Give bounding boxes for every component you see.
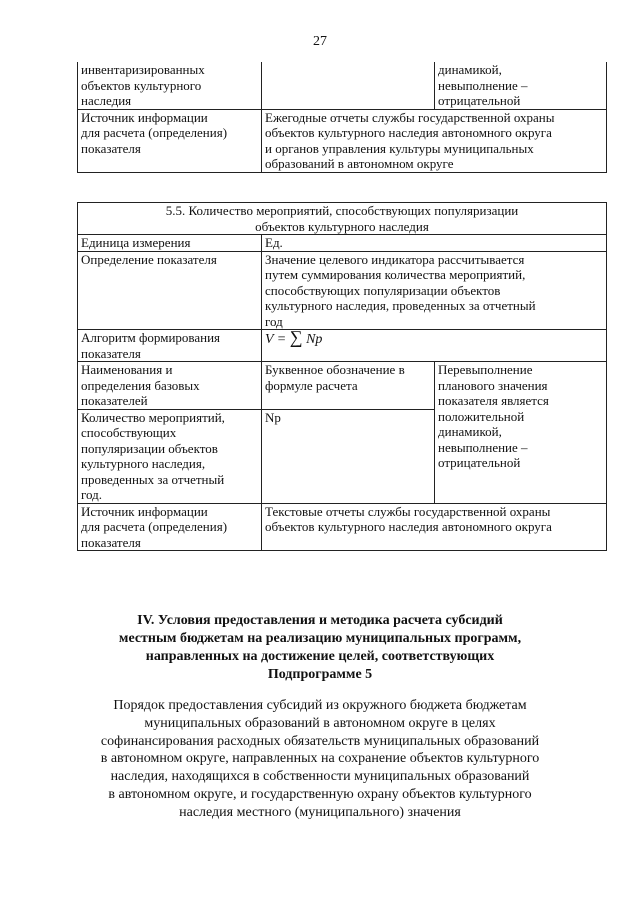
heading-line: местным бюджетам на реализацию муниципальных программ, [118, 631, 522, 646]
section-heading [0, 612, 640, 684]
text-line: образований в автономном округе [265, 156, 454, 171]
paragraph-line: в автономном округе, направленных на сохранение объектов культурного [100, 751, 540, 767]
unit-label-cell: Единица измерения [78, 235, 262, 252]
source-label-cell [78, 109, 262, 172]
text-line: объектов культурного [81, 77, 202, 93]
text-line: показателя является [438, 393, 549, 408]
source-value-cell [262, 109, 607, 172]
table-row [78, 203, 607, 235]
unit-value-cell: Ед. [262, 235, 607, 252]
heading-line: Подпрограмме 5 [267, 667, 373, 682]
text-line: инвентаризированных [81, 62, 205, 77]
text-line: формуле расчета [265, 377, 358, 393]
text-line: Текстовые отчеты службы государственной охраны [265, 503, 551, 519]
table-cell [262, 62, 435, 109]
text-line: популяризации объектов [81, 440, 218, 456]
table-title-line: объектов культурного наследия [255, 218, 429, 234]
indicator-table-5-5 [77, 202, 607, 551]
formula-cell [262, 327, 607, 362]
text-line: показателей [81, 393, 148, 408]
body-paragraph [0, 697, 640, 822]
text-line: Ежегодные отчеты службы государственной охраны [265, 109, 555, 125]
text-line: Источник информации [81, 503, 208, 519]
formula-rhs: Np [306, 332, 323, 347]
source-label-cell [78, 503, 262, 551]
table-title-line: 5.5. Количество мероприятий, способствующих популяризации [165, 203, 519, 218]
table-title-cell [78, 203, 607, 235]
text-line: путем суммирования количества мероприятий, [265, 267, 526, 282]
text-line: показателя [81, 140, 141, 156]
indicator-table-continued [77, 62, 607, 173]
heading-line: направленных на достижение целей, соответствующих [145, 649, 495, 664]
text-line: Алгоритм формирования [81, 330, 221, 345]
text-line: год [265, 313, 283, 329]
formula [265, 327, 323, 347]
symbol-header-cell [262, 362, 435, 410]
sigma-symbol: ∑ [289, 327, 303, 347]
indicator-symbol-cell: Np [262, 409, 435, 503]
note-cell [435, 362, 607, 504]
paragraph-line: наследия, находящихся в собственности муниципальных образований [110, 769, 530, 785]
text-line: отрицательной [438, 93, 521, 108]
text-line: объектов культурного наследия автономного округа [265, 519, 552, 534]
table-row [78, 62, 607, 109]
text-line: планового значения [438, 377, 548, 393]
paragraph-line: софинансирования расходных обязательств муниципальных образований [100, 733, 540, 749]
table-cell [435, 62, 607, 109]
table-row [78, 235, 607, 252]
indicator-label-cell [78, 409, 262, 503]
text-line: наследия [81, 93, 132, 108]
text-line: невыполнение – [438, 77, 528, 93]
text-line: отрицательной [438, 455, 521, 470]
text-line: Значение целевого индикатора рассчитывается [265, 251, 525, 267]
text-line: динамикой, [438, 424, 502, 439]
text-line: объектов культурного наследия автономного округа [265, 125, 552, 140]
heading-line: IV. Условия предоставления и методика расчета субсидий [137, 613, 503, 628]
base-label-cell [78, 362, 262, 410]
table-row [78, 330, 607, 362]
page-number: 27 [313, 34, 327, 49]
paragraph-line: в автономном округе, и государственную охрану объектов культурного [108, 786, 532, 802]
text-line: год. [81, 487, 102, 502]
text-line: Перевыполнение [438, 362, 533, 377]
text-line: динамикой, [438, 62, 502, 77]
paragraph-line: наследия местного (муниципального) значения [179, 804, 461, 820]
definition-label-cell: Определение показателя [78, 251, 262, 330]
definition-value-cell [262, 251, 607, 330]
table-cell [78, 62, 262, 109]
text-line: Буквенное обозначение в [265, 362, 405, 377]
table-row [78, 503, 607, 551]
text-line: показателя [81, 345, 141, 361]
paragraph-line: муниципальных образований в автономном округе в целях [144, 715, 496, 731]
text-line: и органов управления культуры муниципальных [265, 140, 534, 156]
text-line: культурного наследия, проведенных за отчетный [265, 298, 536, 313]
paragraph-line: Порядок предоставления субсидий из окружного бюджета бюджетам [113, 698, 527, 713]
text-line: показателя [81, 534, 141, 550]
text-line: для расчета (определения) [81, 519, 228, 534]
text-line: культурного наследия, [81, 456, 206, 471]
text-line: для расчета (определения) [81, 125, 228, 140]
table-row [78, 251, 607, 330]
text-line: определения базовых [81, 377, 200, 393]
formula-lhs: V = [265, 332, 287, 347]
algorithm-label-cell [78, 330, 262, 362]
text-line: Количество мероприятий, [81, 409, 225, 425]
text-line: Источник информации [81, 109, 208, 125]
text-line: проведенных за отчетный [81, 471, 225, 487]
text-line: способствующих [81, 425, 177, 440]
text-line: Наименования и [81, 362, 173, 377]
text-line: положительной [438, 408, 525, 424]
text-line: невыполнение – [438, 439, 528, 455]
table-row [78, 362, 607, 410]
table-row [78, 109, 607, 172]
text-line: способствующих популяризации объектов [265, 282, 501, 298]
source-value-cell [262, 503, 607, 551]
